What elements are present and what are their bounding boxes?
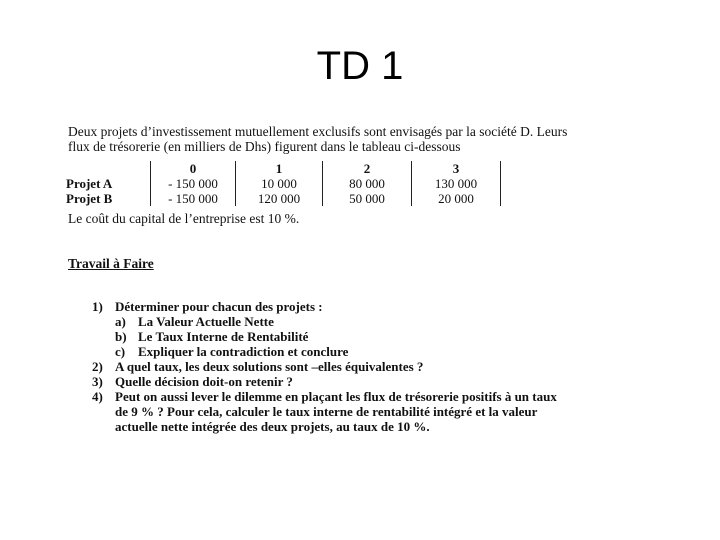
table-cell: 130 000 <box>412 176 501 191</box>
table-cell: 120 000 <box>236 191 323 206</box>
cash-flow-table <box>66 161 501 206</box>
list-item <box>92 299 652 314</box>
sub-item-text: Expliquer la contradiction et conclure <box>138 344 349 359</box>
table-cell: - 150 000 <box>151 176 236 191</box>
sub-item-text: Le Taux Interne de Rentabilité <box>138 329 309 344</box>
sub-item <box>92 329 652 344</box>
table-header-cell: 2 <box>323 161 412 176</box>
sub-item <box>92 344 652 359</box>
cost-of-capital: Le coût du capital de l’entreprise est 10 %. <box>68 211 300 226</box>
sub-item <box>92 314 652 329</box>
table-header-cell: 1 <box>236 161 323 176</box>
intro-line: flux de trésorerie (en milliers de Dhs) figurent dans le tableau ci-dessous <box>68 139 461 154</box>
item-number: 4) <box>92 389 103 404</box>
work-title: Travail à Faire <box>68 256 154 271</box>
table-cell: 50 000 <box>323 191 412 206</box>
item-text: Peut on aussi lever le dilemme en plaçant les flux de trésorerie positifs à un taux <box>115 389 557 404</box>
row-label: Projet B <box>66 191 113 206</box>
sub-item-letter: c) <box>115 344 126 359</box>
item-number: 1) <box>92 299 103 314</box>
list-item <box>92 389 652 404</box>
table-header-cell: 3 <box>412 161 501 176</box>
task-list <box>92 299 652 434</box>
table-row <box>66 176 501 191</box>
table-cell: - 150 000 <box>151 191 236 206</box>
table-header-cell <box>66 161 151 176</box>
sub-item-letter: b) <box>115 329 127 344</box>
item-number: 3) <box>92 374 103 389</box>
table-row <box>66 191 501 206</box>
item-number: 2) <box>92 359 103 374</box>
intro-line: Deux projets d’investissement mutuellement exclusifs sont envisagés par la société D. Leurs <box>68 124 568 139</box>
item-continuation: de 9 % ? Pour cela, calculer le taux interne de rentabilité intégré et la valeur <box>115 404 538 419</box>
item-text: Déterminer pour chacun des projets : <box>115 299 323 314</box>
table-cell: 20 000 <box>412 191 501 206</box>
table-header-row <box>66 161 501 176</box>
sub-item-text: La Valeur Actuelle Nette <box>138 314 274 329</box>
list-item <box>92 374 652 389</box>
item-continuation: actuelle nette intégrée des deux projets, au taux de 10 %. <box>115 419 430 434</box>
intro-paragraph <box>68 124 648 154</box>
table-header-cell: 0 <box>151 161 236 176</box>
item-text: A quel taux, les deux solutions sont –elles équivalentes ? <box>115 359 424 374</box>
slide-title: TD 1 <box>316 44 404 88</box>
sub-item-letter: a) <box>115 314 126 329</box>
row-label: Projet A <box>66 176 113 191</box>
table-cell: 10 000 <box>236 176 323 191</box>
table-cell: 80 000 <box>323 176 412 191</box>
item-text: Quelle décision doit-on retenir ? <box>115 374 293 389</box>
list-item <box>92 359 652 374</box>
